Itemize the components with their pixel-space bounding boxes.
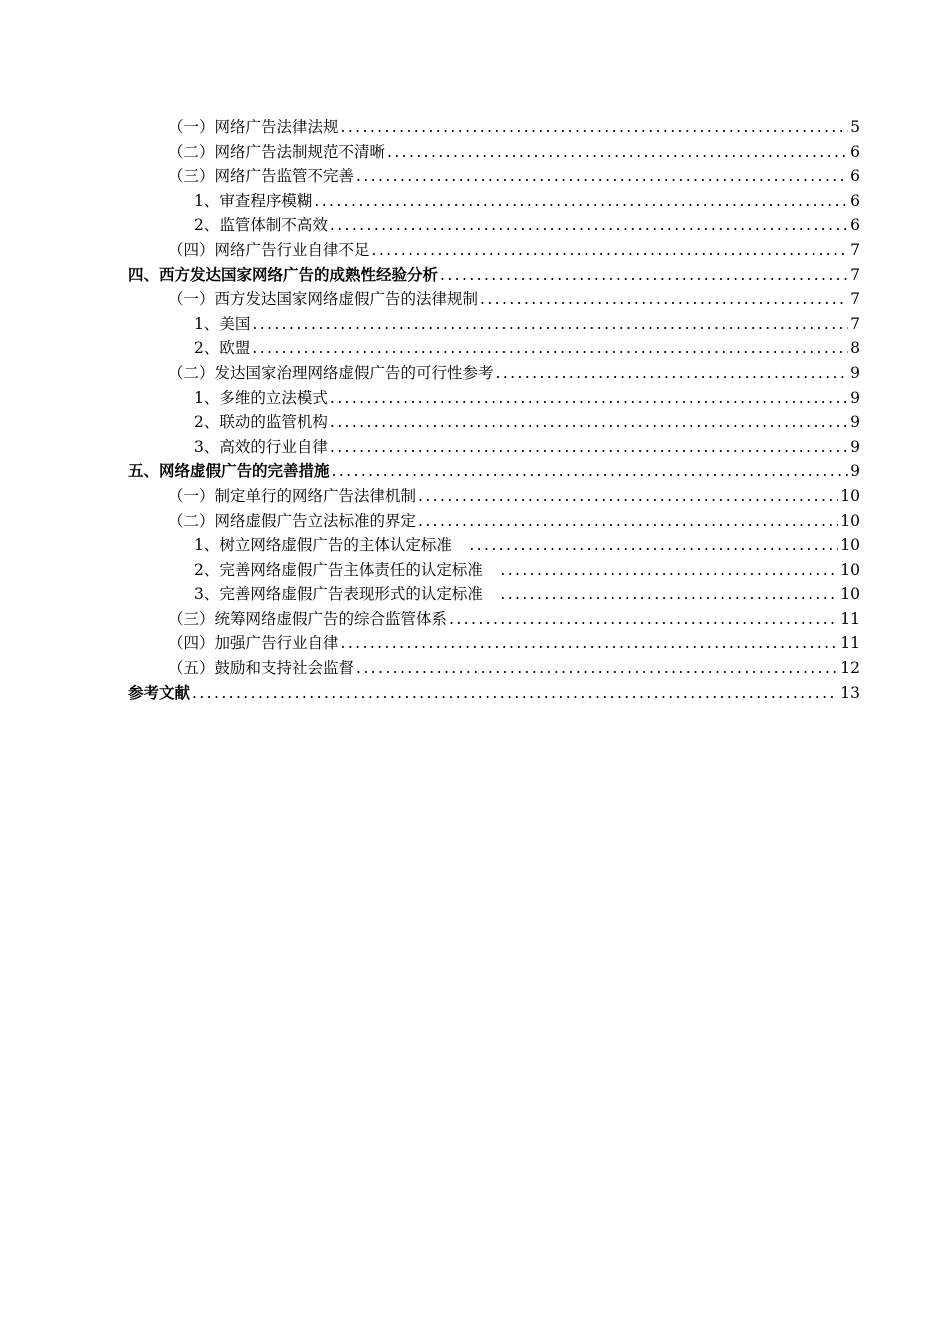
toc-entry-title: （五）鼓励和支持社会监督 [168, 659, 355, 678]
toc-entry-page-number: 7 [850, 314, 860, 333]
toc-entry[interactable] [128, 607, 860, 632]
toc-dot-leader [332, 459, 849, 484]
toc-dot-leader [372, 238, 849, 263]
toc-entry-page-number: 9 [850, 388, 860, 407]
toc-entry-title: （二）发达国家治理网络虚假广告的可行性参考 [168, 363, 494, 382]
toc-entry-title: 2、监管体制不高效 [194, 216, 328, 235]
toc-entry-page-number: 9 [850, 462, 860, 481]
toc-dot-leader [330, 386, 848, 411]
toc-dot-leader [252, 312, 848, 337]
toc-entry-title: （四）网络广告行业自律不足 [168, 240, 370, 259]
toc-entry[interactable] [128, 238, 860, 263]
toc-entry[interactable] [128, 336, 860, 361]
toc-entry-page-number: 13 [840, 683, 860, 702]
toc-entry-page-number: 6 [850, 216, 860, 235]
toc-entry-page-number: 7 [850, 265, 860, 284]
toc-entry-title: 1、美国 [194, 314, 251, 333]
toc-entry-page-number: 11 [840, 609, 860, 628]
table-of-contents [128, 115, 860, 705]
toc-entry-title: 1、树立网络虚假广告的主体认定标准 [194, 536, 468, 555]
toc-entry[interactable] [128, 189, 860, 214]
toc-entry-page-number: 6 [850, 167, 860, 186]
toc-entry-title: （三）网络广告监管不完善 [168, 167, 355, 186]
toc-dot-leader [496, 361, 849, 386]
toc-entry-title: （二）网络虚假广告立法标准的界定 [168, 511, 417, 530]
toc-entry-title: 3、高效的行业自律 [194, 437, 328, 456]
toc-entry[interactable] [128, 484, 860, 509]
toc-entry[interactable] [128, 533, 860, 558]
toc-entry-title: （一）西方发达国家网络虚假广告的法律规制 [168, 290, 479, 309]
toc-entry[interactable] [128, 656, 860, 681]
toc-entry-title: （一）网络广告法律法规 [168, 118, 339, 136]
toc-entry-page-number: 6 [850, 191, 860, 210]
toc-entry-title: （二）网络广告法制规范不清晰 [168, 142, 386, 161]
toc-entry[interactable] [128, 287, 860, 312]
toc-entry-title: 1、多维的立法模式 [194, 388, 328, 407]
toc-entry-title: 1、审查程序模糊 [194, 191, 313, 210]
toc-dot-leader [252, 336, 848, 361]
toc-entry-page-number: 10 [840, 560, 860, 579]
toc-entry-page-number: 9 [850, 413, 860, 432]
toc-entry[interactable] [128, 140, 860, 165]
toc-dot-leader [330, 213, 848, 238]
toc-entry-title: （一）制定单行的网络广告法律机制 [168, 486, 417, 505]
toc-dot-leader [341, 115, 849, 140]
toc-dot-leader [480, 287, 848, 312]
toc-entry-page-number: 7 [850, 290, 860, 309]
toc-entry[interactable] [128, 582, 860, 607]
toc-entry-page-number: 7 [850, 240, 860, 259]
toc-entry-title: （四）加强广告行业自律 [168, 634, 339, 653]
toc-entry[interactable] [128, 435, 860, 460]
toc-dot-leader [330, 435, 848, 460]
toc-entry[interactable] [128, 631, 860, 656]
toc-entry[interactable] [128, 361, 860, 386]
toc-entry-title: 参考文献 [128, 683, 191, 702]
toc-entry-page-number: 10 [840, 511, 860, 530]
toc-dot-leader [192, 681, 838, 706]
toc-dot-leader [387, 140, 848, 165]
toc-dot-leader [314, 189, 848, 214]
toc-dot-leader [440, 263, 848, 288]
toc-entry-page-number: 12 [840, 659, 860, 678]
toc-dot-leader [418, 509, 838, 534]
toc-entry[interactable] [128, 459, 860, 484]
toc-dot-leader [500, 558, 838, 583]
toc-entry[interactable] [128, 115, 860, 140]
toc-dot-leader [449, 607, 838, 632]
toc-entry-title: 五、网络虚假广告的完善措施 [128, 462, 330, 481]
toc-entry-page-number: 9 [850, 363, 860, 382]
toc-dot-leader [418, 484, 838, 509]
toc-entry-title: 2、联动的监管机构 [194, 413, 328, 432]
toc-entry[interactable] [128, 509, 860, 534]
toc-dot-leader [356, 164, 848, 189]
toc-entry[interactable] [128, 386, 860, 411]
toc-entry[interactable] [128, 164, 860, 189]
toc-entry-page-number: 9 [850, 437, 860, 456]
toc-dot-leader [330, 410, 848, 435]
toc-dot-leader [356, 656, 838, 681]
toc-entry[interactable] [128, 558, 860, 583]
toc-entry-page-number: 6 [850, 142, 860, 161]
toc-entry[interactable] [128, 312, 860, 337]
toc-entry-title: 3、完善网络虚假广告表现形式的认定标准 [194, 585, 499, 604]
toc-entry-title: 2、完善网络虚假广告主体责任的认定标准 [194, 560, 499, 579]
toc-entry-page-number: 10 [840, 585, 860, 604]
toc-entry[interactable] [128, 213, 860, 238]
toc-entry-page-number: 11 [840, 634, 860, 653]
toc-dot-leader [341, 631, 839, 656]
toc-entry-page-number: 8 [850, 339, 860, 358]
toc-entry-title: （三）统筹网络虚假广告的综合监管体系 [168, 609, 448, 628]
toc-entry-title: 四、西方发达国家网络广告的成熟性经验分析 [128, 265, 439, 284]
toc-entry-page-number: 10 [840, 486, 860, 505]
toc-dot-leader [500, 582, 838, 607]
toc-entry[interactable] [128, 263, 860, 288]
toc-entry[interactable] [128, 410, 860, 435]
toc-entry-page-number: 10 [840, 536, 860, 555]
toc-entry-page-number: 5 [850, 118, 860, 136]
toc-entry[interactable] [128, 681, 860, 706]
toc-dot-leader [469, 533, 838, 558]
toc-entry-title: 2、欧盟 [194, 339, 251, 358]
